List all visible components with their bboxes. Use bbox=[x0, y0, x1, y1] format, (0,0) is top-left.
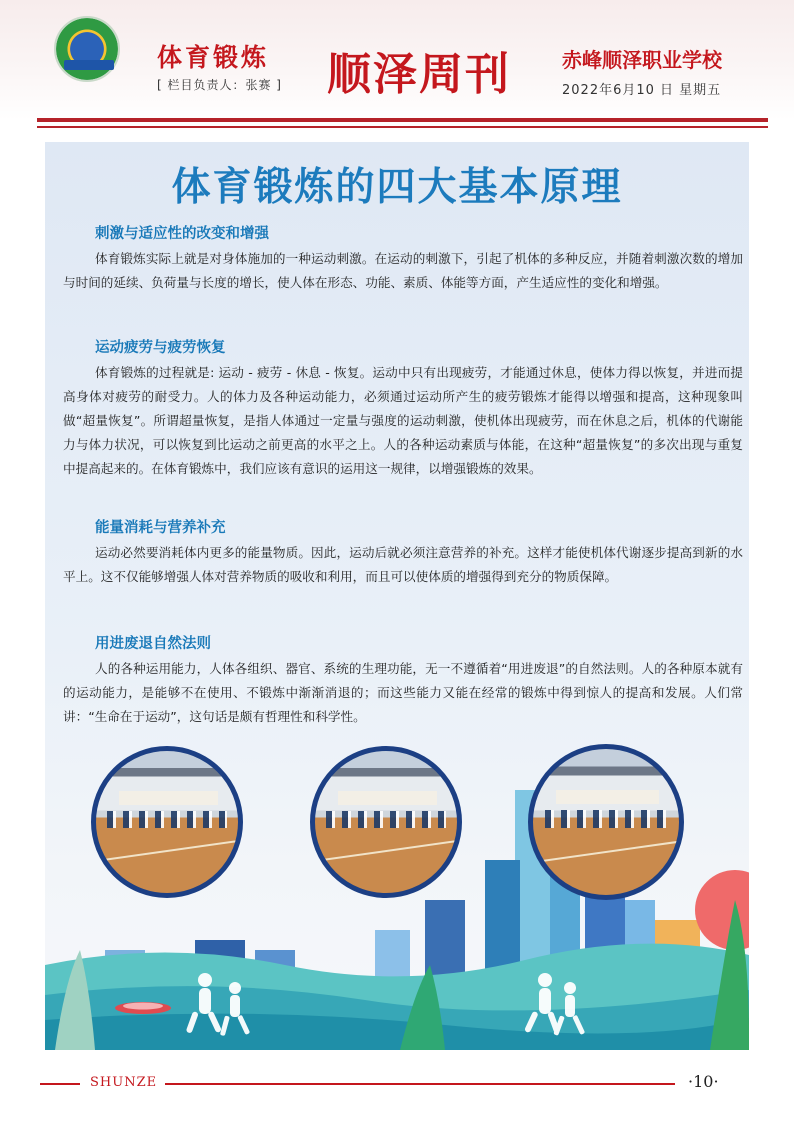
section-heading: 用进废退自然法则 bbox=[95, 636, 211, 652]
school-name: 赤峰顺泽职业学校 bbox=[562, 48, 722, 72]
section-body: 运动必然要消耗体内更多的能量物质。因此，运动后就必须注意营养的补充。这样才能使机体代谢逐步提高到新的水平上。这不仅能够增强人体对营养物质的吸收和利用，而且可以使体质的增强得到充分的物质保障。 bbox=[63, 545, 743, 584]
article-title: 体育锻炼的四大基本原理 bbox=[171, 164, 623, 210]
article-section bbox=[63, 222, 743, 295]
section-heading: 运动疲劳与疲劳恢复 bbox=[95, 340, 226, 356]
footer-rule-right bbox=[165, 1083, 675, 1085]
gym-photo bbox=[310, 746, 462, 898]
page-number: ·10· bbox=[688, 1072, 719, 1091]
school-logo bbox=[54, 16, 120, 82]
photo-students bbox=[545, 810, 668, 828]
section-heading: 刺激与适应性的改变和增强 bbox=[95, 226, 269, 242]
footer-brand: SHUNZE bbox=[90, 1075, 158, 1090]
photo-students bbox=[326, 811, 445, 828]
footer-rule-left bbox=[40, 1083, 80, 1085]
gym-photo bbox=[91, 746, 243, 898]
photo-students bbox=[107, 811, 226, 828]
article-panel bbox=[45, 142, 749, 1050]
logo-ribbon bbox=[64, 60, 114, 70]
photo-banner bbox=[338, 791, 437, 805]
issue-date: 2022年6月10 日 星期五 bbox=[562, 83, 722, 98]
header-rule-thick bbox=[37, 118, 768, 122]
editor-note: [ 栏目负责人：张赛 ] bbox=[157, 78, 282, 92]
publication-title: 顺泽周刊 bbox=[327, 49, 511, 100]
gym-photo bbox=[528, 744, 684, 900]
section-block bbox=[157, 38, 282, 93]
court-line bbox=[528, 839, 684, 865]
section-heading: 能量消耗与营养补充 bbox=[95, 520, 226, 536]
section-name: 体育锻炼 bbox=[157, 43, 270, 72]
article-section bbox=[63, 516, 743, 589]
masthead bbox=[0, 0, 794, 120]
photo-banner bbox=[556, 790, 658, 805]
article-section bbox=[63, 336, 743, 481]
header-rule-thin bbox=[37, 126, 768, 128]
court-line bbox=[91, 839, 243, 865]
section-body: 人的各种运用能力，人体各组织、器官、系统的生理功能，无一不遵循着“用进废退”的自然法则。人的各种原本就有的运动能力，是能够不在使用、不锻炼中渐渐消退的；而这些能力又能在经常的锻炼中得到惊人的提高和发展。人们常讲：“生命在于运动”，这句话是颇有哲理性和科学性。 bbox=[63, 661, 743, 724]
school-block bbox=[562, 44, 722, 98]
photo-banner bbox=[119, 791, 218, 805]
article-section bbox=[63, 632, 743, 729]
section-body: 体育锻炼的过程就是: 运动 - 疲劳 - 休息 - 恢复。运动中只有出现疲劳，才能通过休息，使体力得以恢复，并进而提高身体对疲劳的耐受力。人的体力及各种运动能力，必须通过运动所产生的疲劳锻炼才能得以增强和提高，这种现象叫做“超量恢复”。所谓超量恢复，是指人体通过一定量与强度的运动刺激，使机体出现疲劳，而在休息之后，机体的代谢能力与体力状况，可以恢复到比运动之前更高的水平之上。人的各种运动素质与体能，在这种“超量恢复”的多次出现与重复中提高起来的。在体育锻炼中，我们应该有意识的运用这一规律，以增强锻炼的效果。 bbox=[63, 365, 743, 476]
court-line bbox=[310, 839, 462, 865]
section-body: 体育锻炼实际上就是对身体施加的一种运动刺激。在运动的刺激下，引起了机体的多种反应，并随着刺激次数的增加与时间的延续、负荷量与长度的增长，使人体在形态、功能、素质、体能等方面，产生适应性的变化和增强。 bbox=[63, 251, 743, 290]
